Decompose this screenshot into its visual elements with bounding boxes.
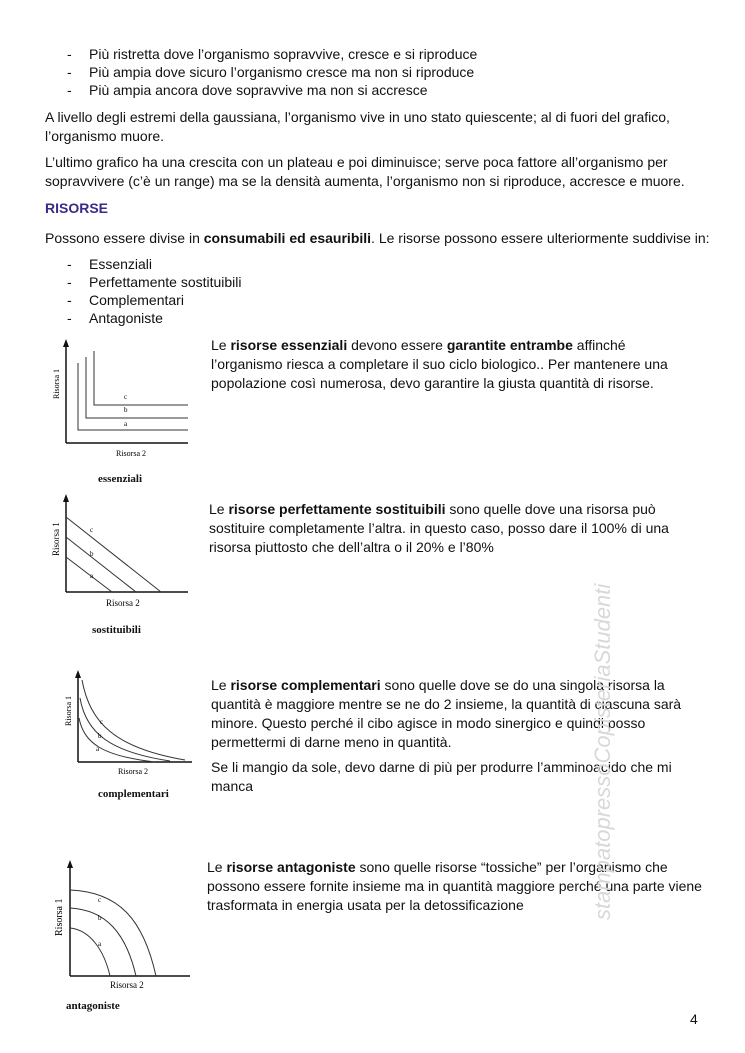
bold-text: risorse antagoniste bbox=[226, 859, 356, 875]
figure-sostituibili bbox=[46, 492, 196, 640]
text-complementari-2: Se li mangio da sole, devo darne di più per produrre l’amminoacido che mi manca bbox=[211, 759, 672, 794]
list-item: - Più ristretta dove l’organismo sopravvive, cresce e si riproduce bbox=[45, 45, 705, 63]
list-item: - Complementari bbox=[45, 291, 445, 309]
text-antagoniste bbox=[207, 858, 702, 915]
figure-antagoniste bbox=[48, 858, 198, 1023]
curve-c bbox=[70, 890, 156, 976]
y-axis-arrow bbox=[75, 670, 81, 678]
bold-text: garantite entrambe bbox=[446, 337, 573, 353]
figure-caption: sostituibili bbox=[92, 624, 141, 636]
figure-caption: essenziali bbox=[98, 473, 142, 485]
text: Le bbox=[211, 677, 231, 693]
paragraph-plateau: L’ultimo grafico ha una crescita con un plateau e poi diminuisce; serve poca fattore all’organismo per sopravvivere (c’è un range) ma se la densità aumenta, l’organismo non si riproduce, accresce e muore. bbox=[45, 154, 685, 189]
curve-label: c bbox=[124, 393, 128, 401]
antagoniste-graph bbox=[48, 858, 198, 993]
x-axis-label: Risorsa 2 bbox=[116, 449, 146, 458]
figure-essenziali bbox=[48, 335, 198, 490]
text: sono quelle dove se do una singola risorsa la quantità è maggiore mentre se ne do 2 insieme, la quantità di ciascuna sarà minore. Questo perché il cibo agisce in modo sinergico e quindi posso permettermi di darne meno in quantità. bbox=[211, 677, 682, 750]
y-axis-arrow bbox=[63, 494, 69, 502]
curve-b bbox=[80, 698, 170, 761]
figure-caption: antagoniste bbox=[66, 1000, 120, 1012]
curve-label: a bbox=[124, 420, 128, 428]
bold-text: risorse essenziali bbox=[230, 337, 348, 353]
page-number: 4 bbox=[690, 1011, 698, 1027]
text: affinché l’organismo riesca a completare il suo ciclo biologico.. Per mantenere una popolazione così numerosa, devo garantire la giusta quantità di risorse. bbox=[211, 337, 668, 391]
curve-a bbox=[66, 557, 112, 592]
complementari-graph bbox=[60, 668, 200, 780]
figure-complementari bbox=[60, 668, 200, 806]
curve-b bbox=[70, 908, 136, 976]
curve-b bbox=[86, 357, 188, 418]
curve-label: a bbox=[98, 940, 102, 948]
curve-label: b bbox=[124, 406, 128, 414]
y-axis-arrow bbox=[63, 339, 69, 347]
list-item: - Più ampia dove sicuro l’organismo cresce ma non si riproduce bbox=[45, 63, 705, 81]
section-heading: RISORSE bbox=[45, 200, 109, 216]
list-item: - Essenziali bbox=[45, 255, 445, 273]
text: sono quelle risorse “tossiche” per l’organismo che possono essere fornite insieme ma in quantità maggiore perché una parte viene trasformata in energia usata per la detossificazione bbox=[207, 859, 702, 913]
y-axis-label: Risorsa 1 bbox=[54, 898, 65, 936]
bold-text: risorse perfettamente sostituibili bbox=[228, 501, 446, 517]
curve-c bbox=[94, 351, 188, 405]
intro-bold: consumabili ed esauribili bbox=[203, 230, 372, 246]
x-axis-label: Risorsa 2 bbox=[118, 767, 148, 776]
sostituibili-graph bbox=[46, 492, 196, 614]
figure-caption: complementari bbox=[98, 788, 169, 800]
y-axis-label: Risorsa 1 bbox=[52, 369, 61, 399]
x-axis-label: Risorsa 2 bbox=[110, 980, 144, 990]
intro-paragraph bbox=[45, 229, 715, 248]
curve-label: a bbox=[96, 745, 100, 753]
resource-list bbox=[45, 255, 445, 327]
curve-label: c bbox=[100, 718, 104, 726]
text-sostituibili bbox=[209, 500, 699, 557]
text: Le bbox=[207, 859, 227, 875]
text: Le bbox=[211, 337, 231, 353]
intro-text: . Le risorse possono essere ulteriormente suddivise in: bbox=[371, 230, 710, 246]
intro-text: Possono essere divise in bbox=[45, 230, 204, 246]
x-axis-label: Risorsa 2 bbox=[106, 598, 140, 608]
text: devono essere bbox=[347, 337, 447, 353]
y-axis-label: Risorsa 1 bbox=[64, 696, 73, 726]
watermark: stampatopressoCopisteriaStudenti bbox=[590, 583, 615, 920]
curve-c bbox=[66, 517, 161, 592]
curve-label: c bbox=[90, 526, 94, 534]
text-essenziali bbox=[211, 336, 701, 393]
curve-label: b bbox=[90, 550, 94, 558]
list-item: - Antagoniste bbox=[45, 309, 445, 327]
y-axis-label: Risorsa 1 bbox=[51, 522, 61, 556]
list-item: - Perfettamente sostituibili bbox=[45, 273, 445, 291]
curve-a bbox=[70, 928, 110, 976]
bold-text: risorse complementari bbox=[230, 677, 381, 693]
curve-label: b bbox=[98, 914, 102, 922]
text: sono quelle dove una risorsa può sostituire completamente l’altra. in questo caso, posso dare il 100% di una risorsa piuttosto che dell’altra o il 20% e l’80% bbox=[209, 501, 669, 555]
text-complementari bbox=[211, 676, 701, 752]
list-item: - Più ampia ancora dove sopravvive ma non si accresce bbox=[45, 81, 705, 99]
y-axis-arrow bbox=[67, 860, 73, 868]
essenziali-graph bbox=[48, 335, 198, 460]
curve-label: b bbox=[98, 732, 102, 740]
top-list bbox=[45, 45, 705, 99]
paragraph-gaussian: A livello degli estremi della gaussiana, l’organismo vive in uno stato quiescente; al di fuori del grafico, l’organismo muore. bbox=[45, 109, 670, 144]
curve-label: a bbox=[90, 572, 94, 580]
text: Le bbox=[209, 501, 229, 517]
curve-label: c bbox=[98, 896, 102, 904]
